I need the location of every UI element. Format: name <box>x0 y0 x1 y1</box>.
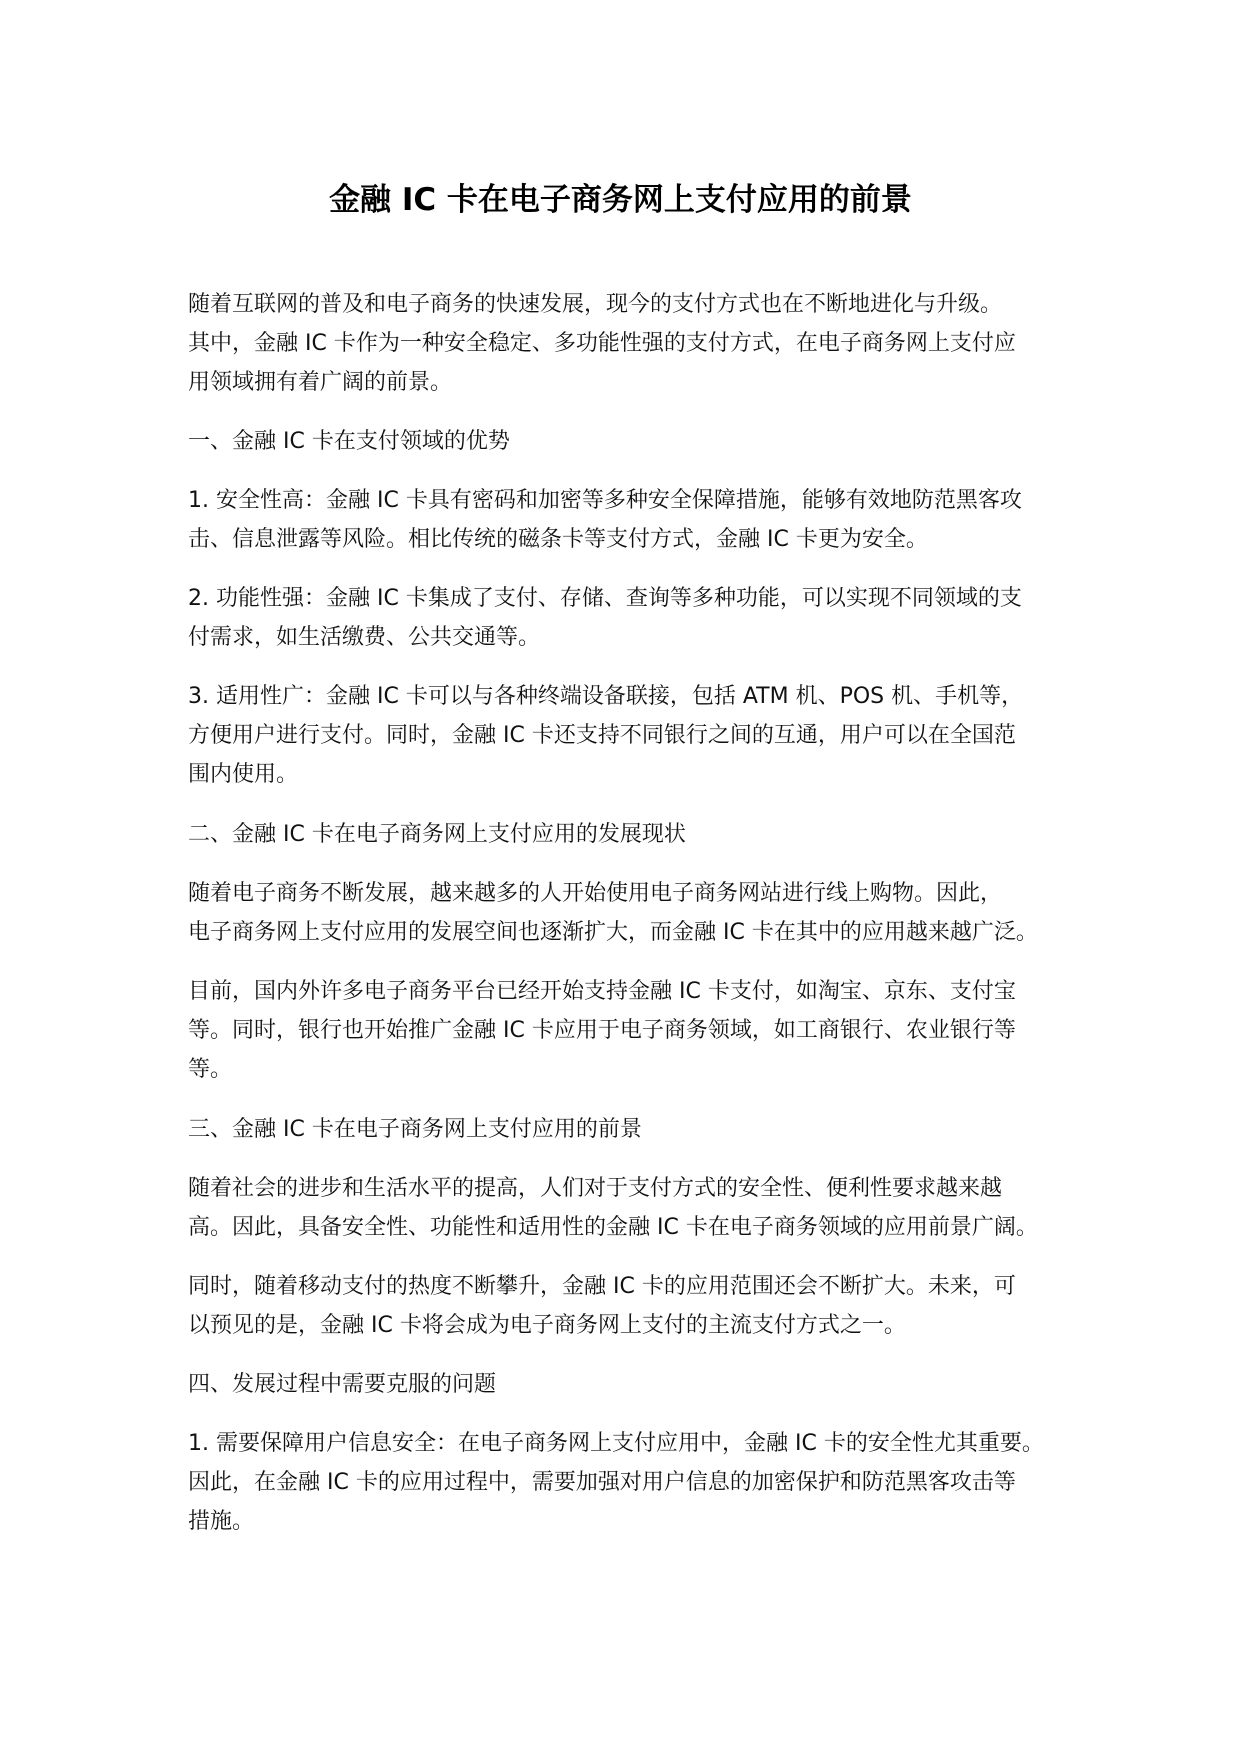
text-line: 以预见的是，金融 IC 卡将会成为电子商务网上支付的主流支付方式之一。 <box>188 1313 906 1338</box>
document-title: 金融 IC 卡在电子商务网上支付应用的前景 <box>329 182 912 218</box>
text-line: 等。同时，银行也开始推广金融 IC 卡应用于电子商务领域，如工商银行、农业银行等 <box>188 1018 1016 1043</box>
paragraph-advantage-3 <box>188 677 1060 794</box>
text-line: 目前，国内外许多电子商务平台已经开始支持金融 IC 卡支付，如淘宝、京东、支付宝 <box>188 979 1016 1004</box>
heading-line: 三、金融 IC 卡在电子商务网上支付应用的前景 <box>188 1117 642 1142</box>
text-line: 1. 需要保障用户信息安全：在电子商务网上支付应用中，金融 IC 卡的安全性尤其重要。 <box>188 1431 1044 1456</box>
text-line: 随着社会的进步和生活水平的提高，人们对于支付方式的安全性、便利性要求越来越 <box>188 1176 1003 1201</box>
text-line: 同时，随着移动支付的热度不断攀升，金融 IC 卡的应用范围还会不断扩大。未来，可 <box>188 1274 1016 1299</box>
text-line: 措施。 <box>188 1509 255 1534</box>
text-line: 击、信息泄露等风险。相比传统的磁条卡等支付方式，金融 IC 卡更为安全。 <box>188 527 928 552</box>
section-heading-2 <box>188 815 1060 854</box>
text-line: 电子商务网上支付应用的发展空间也逐渐扩大，而金融 IC 卡在其中的应用越来越广泛。 <box>188 920 1038 945</box>
text-line: 其中，金融 IC 卡作为一种安全稳定、多功能性强的支付方式，在电子商务网上支付应 <box>188 331 1016 356</box>
text-line: 因此，在金融 IC 卡的应用过程中，需要加强对用户信息的加密保护和防范黑客攻击等 <box>188 1470 1016 1495</box>
heading-line: 一、金融 IC 卡在支付领域的优势 <box>188 429 510 454</box>
text-line: 随着互联网的普及和电子商务的快速发展，现今的支付方式也在不断地进化与升级。 <box>188 292 1003 317</box>
paragraph-intro <box>188 285 1060 402</box>
paragraph-advantage-1 <box>188 481 1060 559</box>
heading-line: 四、发展过程中需要克服的问题 <box>188 1372 497 1397</box>
paragraph-advantage-2 <box>188 579 1060 657</box>
text-line: 2. 功能性强：金融 IC 卡集成了支付、存储、查询等多种功能，可以实现不同领域的支 <box>188 586 1022 611</box>
text-line: 1. 安全性高：金融 IC 卡具有密码和加密等多种安全保障措施，能够有效地防范黑客攻 <box>188 488 1022 513</box>
text-line: 随着电子商务不断发展，越来越多的人开始使用电子商务网站进行线上购物。因此， <box>188 881 1003 906</box>
text-line: 方便用户进行支付。同时，金融 IC 卡还支持不同银行之间的互通，用户可以在全国范 <box>188 723 1016 748</box>
heading-line: 二、金融 IC 卡在电子商务网上支付应用的发展现状 <box>188 822 686 847</box>
text-line: 围内使用。 <box>188 762 299 787</box>
section-heading-1 <box>188 422 1060 461</box>
paragraph-status-1 <box>188 874 1060 952</box>
paragraph-problem-1 <box>188 1424 1060 1541</box>
paragraph-status-2 <box>188 972 1060 1089</box>
text-line: 用领域拥有着广阔的前景。 <box>188 370 453 395</box>
text-line: 付需求，如生活缴费、公共交通等。 <box>188 625 541 650</box>
paragraph-prospect-2 <box>188 1267 1060 1345</box>
text-line: 高。因此，具备安全性、功能性和适用性的金融 IC 卡在电子商务领域的应用前景广阔。 <box>188 1215 1038 1240</box>
section-heading-4 <box>188 1365 1060 1404</box>
text-line: 等。 <box>188 1057 233 1082</box>
text-line: 3. 适用性广：金融 IC 卡可以与各种终端设备联接，包括 ATM 机、POS 机、手机等， <box>188 684 1024 709</box>
section-heading-3 <box>188 1110 1060 1149</box>
paragraph-prospect-1 <box>188 1169 1060 1247</box>
